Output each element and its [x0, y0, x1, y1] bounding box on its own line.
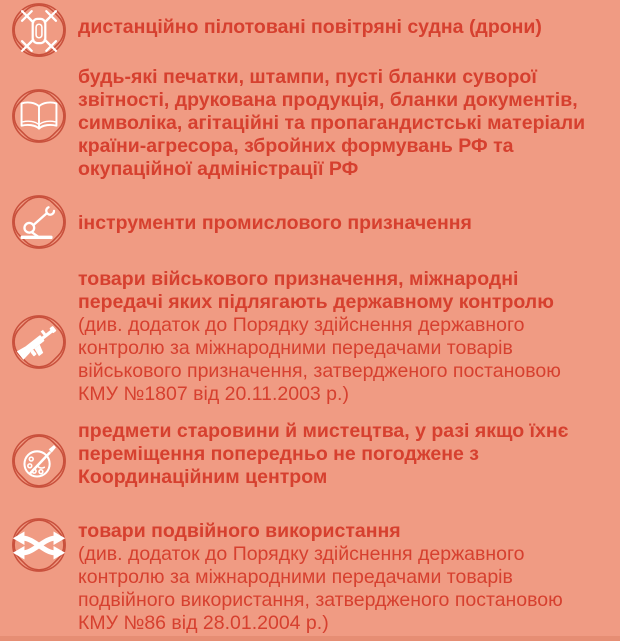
- shuffle-arrows-icon: [8, 514, 70, 576]
- footer-strip: [0, 636, 620, 641]
- list-item-drones: [78, 16, 592, 39]
- drone-icon: [8, 0, 70, 62]
- item-title: дистанційно пілотовані повітряні судна (дрони): [78, 16, 542, 38]
- item-title: інструменти промислового призначення: [78, 212, 472, 234]
- item-title: будь-які печатки, штампи, пусті бланки суворої звітності, друкована продукція, бланки документів, символіка, агітаційні та пропагандистські матеріали країни-агресора, збройних формувань РФ та окупаційної адміністрації РФ: [78, 66, 586, 180]
- list-item-printed-materials: [78, 66, 592, 181]
- item-note: (див. додаток до Порядку здійснення державного контролю за міжнародними передачами товарів подвійного використання, затвердженого постановою КМУ №86 від 28.01.2004 р.): [78, 543, 563, 634]
- item-title: предмети старовини й мистецтва, у разі якщо їхнє переміщення попередньо не погоджене з Координаційним центром: [78, 420, 569, 488]
- open-book-icon: [8, 85, 70, 147]
- list-item-industrial-tools: [78, 212, 592, 235]
- palette-icon: [8, 430, 70, 492]
- list-item-antiques-art: [78, 420, 592, 489]
- item-title: товари військового призначення, міжнародні передачі яких підлягають державному контролю: [78, 268, 554, 313]
- list-item-dual-use-goods: [78, 520, 592, 635]
- robot-arm-icon: [8, 191, 70, 253]
- list-item-military-goods: [78, 268, 592, 406]
- item-title: товари подвійного використання: [78, 520, 401, 542]
- item-note: (див. додаток до Порядку здійснення державного контролю за міжнародними передачами товарів військового призначення, затвердженого постановою КМУ №1807 від 20.11.2003 р.): [78, 314, 561, 405]
- rifle-icon: [8, 311, 70, 373]
